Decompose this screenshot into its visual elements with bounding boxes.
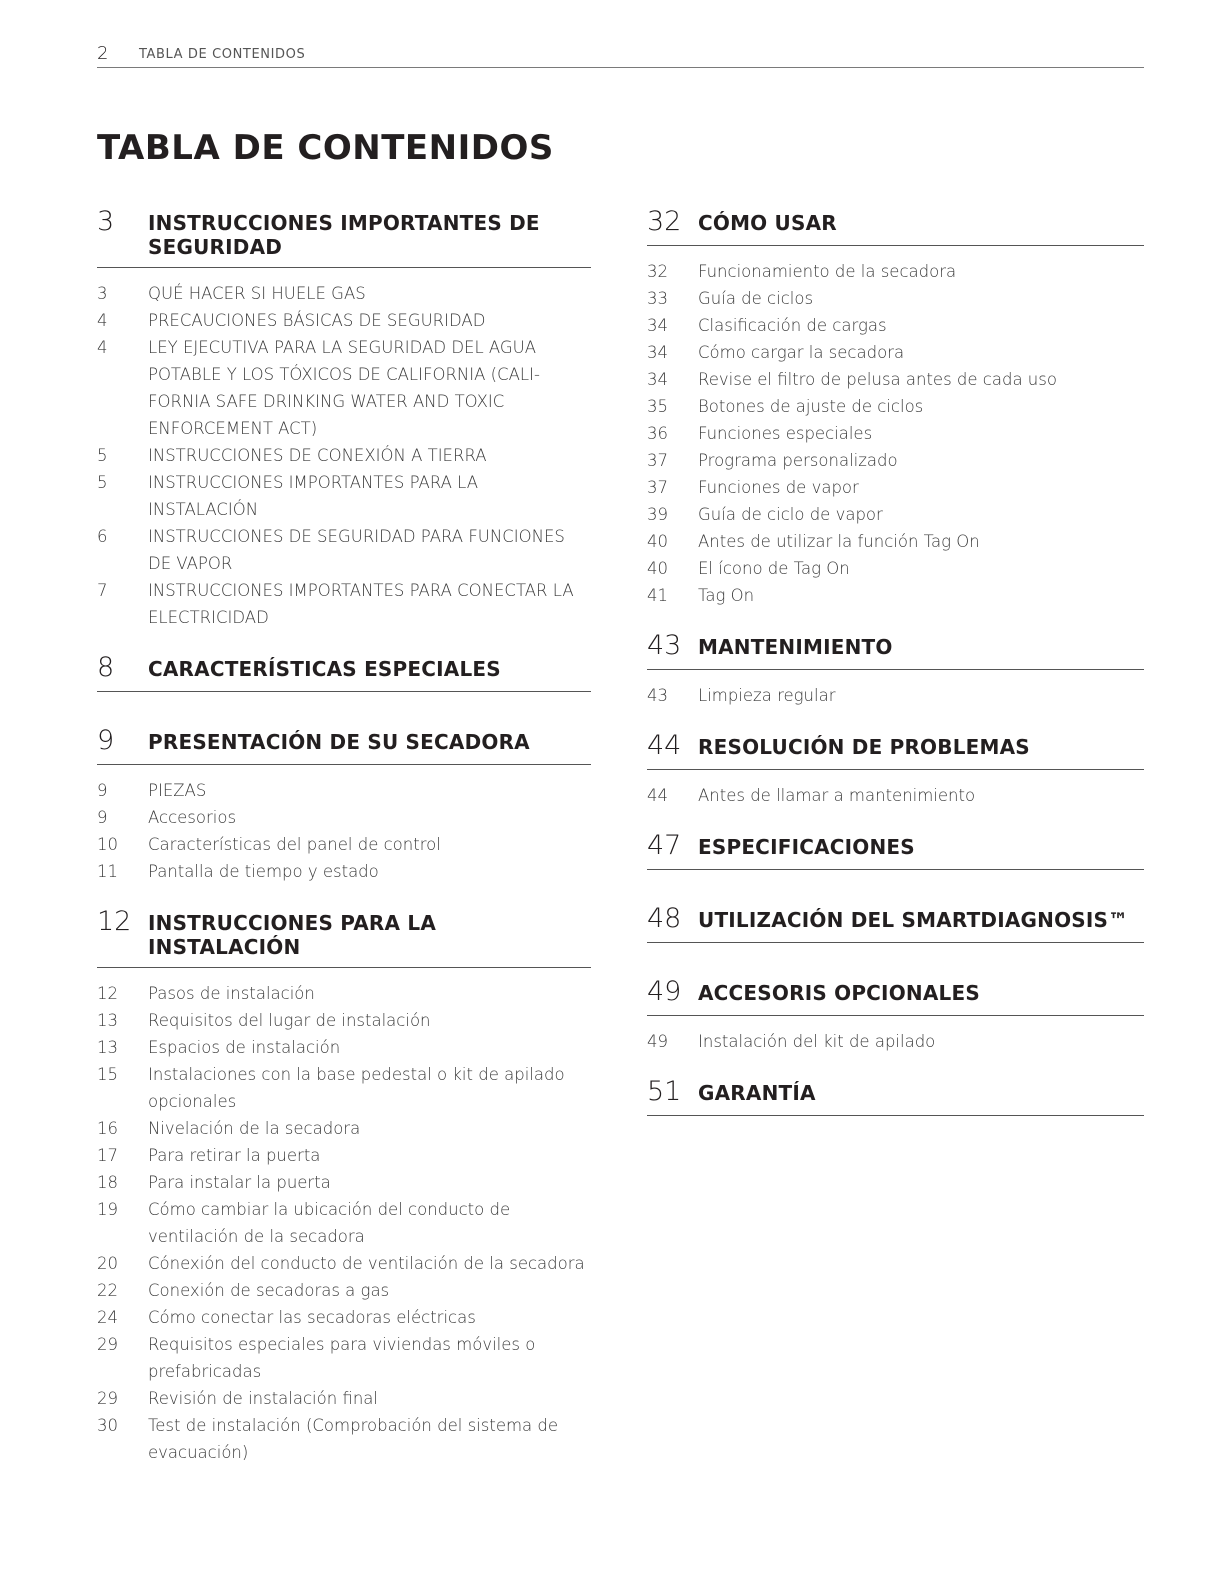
toc-entry xyxy=(97,442,591,469)
entry-title: Cómo cargar la secadora xyxy=(698,343,905,362)
entry-page-number: 39 xyxy=(647,505,668,524)
entry-title: Pasos de instalación xyxy=(148,984,315,1003)
entry-page-number: 40 xyxy=(647,532,668,551)
entry-title: Requisitos del lugar de instalación xyxy=(148,1011,431,1030)
toc-entry xyxy=(647,258,1144,285)
entry-page-number: 12 xyxy=(97,984,118,1003)
toc-left-column xyxy=(97,207,591,1488)
toc-entry xyxy=(97,577,591,631)
section-page-number: 8 xyxy=(97,652,115,683)
entry-page-number: 40 xyxy=(647,559,668,578)
toc-entry-list xyxy=(647,258,1144,609)
toc-entry xyxy=(647,582,1144,609)
entry-title: INSTRUCCIONES DE SEGURIDAD PARA FUNCIONES DE VAPOR xyxy=(148,527,565,573)
toc-entry-list xyxy=(647,1028,1144,1055)
entry-page-number: 11 xyxy=(97,862,118,881)
toc-entry xyxy=(647,555,1144,582)
entry-title: Para instalar la puerta xyxy=(148,1173,331,1192)
toc-section xyxy=(647,731,1144,809)
section-page-number: 32 xyxy=(647,206,682,237)
entry-page-number: 13 xyxy=(97,1038,118,1057)
toc-entry xyxy=(97,280,591,307)
toc-section xyxy=(647,631,1144,709)
entry-page-number: 5 xyxy=(97,446,108,465)
entry-title: Pantalla de tiempo y estado xyxy=(148,862,379,881)
toc-entry xyxy=(647,474,1144,501)
entry-title: Revisión de instalación final xyxy=(148,1389,378,1408)
entry-page-number: 4 xyxy=(97,311,108,330)
entry-page-number: 32 xyxy=(647,262,668,281)
toc-entry xyxy=(647,682,1144,709)
section-title: CARACTERÍSTICAS ESPECIALES xyxy=(148,657,501,681)
entry-title: Test de instalación (Comprobación del sistema de evacuación) xyxy=(148,1416,559,1462)
entry-title: Programa personalizado xyxy=(698,451,898,470)
toc-entry xyxy=(97,1169,591,1196)
entry-page-number: 5 xyxy=(97,473,108,492)
entry-page-number: 6 xyxy=(97,527,108,546)
toc-entry-list xyxy=(97,980,591,1466)
toc-entry xyxy=(97,469,591,523)
entry-page-number: 15 xyxy=(97,1065,118,1084)
entry-title: Accesorios xyxy=(148,808,237,827)
toc-entry xyxy=(97,777,591,804)
entry-title: Nivelación de la secadora xyxy=(148,1119,361,1138)
entry-title: Tag On xyxy=(698,586,755,605)
page-title: TABLA DE CONTENIDOS xyxy=(97,128,554,168)
section-page-number: 44 xyxy=(647,730,682,761)
entry-title: Conexión de secadoras a gas xyxy=(148,1281,390,1300)
entry-page-number: 33 xyxy=(647,289,668,308)
toc-entry xyxy=(647,782,1144,809)
entry-title: INSTRUCCIONES IMPORTANTES PARA CONECTAR LA ELECTRICIDAD xyxy=(148,581,574,627)
section-heading xyxy=(97,653,591,692)
toc-entry xyxy=(647,528,1144,555)
toc-entry xyxy=(97,1331,591,1385)
running-title: TABLA DE CONTENIDOS xyxy=(139,47,306,62)
section-heading xyxy=(647,904,1144,943)
entry-page-number: 37 xyxy=(647,451,668,470)
toc-section xyxy=(647,1077,1144,1116)
entry-page-number: 34 xyxy=(647,370,668,389)
toc-entry xyxy=(647,393,1144,420)
section-page-number: 49 xyxy=(647,976,682,1007)
entry-title: Cómo cambiar la ubicación del conducto de ventilación de la secadora xyxy=(148,1200,511,1246)
section-title: GARANTÍA xyxy=(698,1081,816,1105)
entry-page-number: 22 xyxy=(97,1281,118,1300)
entry-page-number: 35 xyxy=(647,397,668,416)
toc-entry xyxy=(97,307,591,334)
entry-page-number: 9 xyxy=(97,808,108,827)
section-heading xyxy=(97,207,591,268)
entry-page-number: 30 xyxy=(97,1416,118,1435)
toc-entry xyxy=(97,1142,591,1169)
entry-title: Cómo conectar las secadoras eléctricas xyxy=(148,1308,476,1327)
toc-entry xyxy=(97,1115,591,1142)
toc-entry xyxy=(97,1412,591,1466)
entry-page-number: 49 xyxy=(647,1032,668,1051)
entry-title: Antes de llamar a mantenimiento xyxy=(698,786,976,805)
entry-page-number: 20 xyxy=(97,1254,118,1273)
toc-entry xyxy=(97,1007,591,1034)
entry-page-number: 43 xyxy=(647,686,668,705)
toc-section xyxy=(97,726,591,885)
section-page-number: 12 xyxy=(97,906,132,937)
toc-entry xyxy=(97,1034,591,1061)
toc-entry xyxy=(97,980,591,1007)
section-heading xyxy=(647,1077,1144,1116)
entry-title: Guía de ciclos xyxy=(698,289,814,308)
entry-page-number: 34 xyxy=(647,343,668,362)
section-title: UTILIZACIÓN DEL SMARTDIAGNOSIS™ xyxy=(698,908,1129,932)
section-title: MANTENIMIENTO xyxy=(698,635,893,659)
toc-entry xyxy=(97,1061,591,1115)
toc-entry xyxy=(97,1277,591,1304)
entry-title: Espacios de instalación xyxy=(148,1038,341,1057)
section-heading xyxy=(647,977,1144,1016)
toc-section xyxy=(97,653,591,692)
section-page-number: 47 xyxy=(647,830,682,861)
entry-title: Guía de ciclo de vapor xyxy=(698,505,883,524)
toc-entry xyxy=(97,523,591,577)
entry-title: Limpieza regular xyxy=(698,686,836,705)
entry-title: PIEZAS xyxy=(148,781,207,800)
toc-entry xyxy=(647,447,1144,474)
entry-page-number: 24 xyxy=(97,1308,118,1327)
toc-entry-list xyxy=(647,682,1144,709)
entry-page-number: 3 xyxy=(97,284,108,303)
toc-entry xyxy=(97,334,591,442)
entry-title: INSTRUCCIONES DE CONEXIÓN A TIERRA xyxy=(148,446,487,465)
entry-title: Características del panel de control xyxy=(148,835,441,854)
entry-title: QUÉ HACER SI HUELE GAS xyxy=(148,284,366,303)
section-title: ESPECIFICACIONES xyxy=(698,835,915,859)
entry-title: Instalaciones con la base pedestal o kit de apilado opcionales xyxy=(148,1065,565,1111)
toc-section xyxy=(647,977,1144,1055)
entry-page-number: 19 xyxy=(97,1200,118,1219)
entry-page-number: 7 xyxy=(97,581,108,600)
entry-title: Botones de ajuste de ciclos xyxy=(698,397,924,416)
entry-page-number: 29 xyxy=(97,1335,118,1354)
entry-page-number: 10 xyxy=(97,835,118,854)
section-page-number: 43 xyxy=(647,630,682,661)
toc-entry xyxy=(647,339,1144,366)
toc-section xyxy=(97,207,591,631)
entry-page-number: 16 xyxy=(97,1119,118,1138)
entry-page-number: 17 xyxy=(97,1146,118,1165)
toc-section xyxy=(647,904,1144,943)
entry-title: Cónexión del conducto de ventilación de la secadora xyxy=(148,1254,585,1273)
entry-page-number: 37 xyxy=(647,478,668,497)
toc-entry xyxy=(97,831,591,858)
section-page-number: 9 xyxy=(97,725,115,756)
section-heading xyxy=(97,907,591,968)
section-heading xyxy=(647,631,1144,670)
section-page-number: 51 xyxy=(647,1076,682,1107)
entry-title: El ícono de Tag On xyxy=(698,559,850,578)
entry-page-number: 36 xyxy=(647,424,668,443)
section-title: CÓMO USAR xyxy=(698,211,837,235)
toc-entry xyxy=(647,285,1144,312)
toc-entry xyxy=(97,1385,591,1412)
entry-title: Funciones de vapor xyxy=(698,478,859,497)
entry-title: Requisitos especiales para viviendas móviles o prefabricadas xyxy=(148,1335,536,1381)
entry-title: INSTRUCCIONES IMPORTANTES PARA LA INSTALACIÓN xyxy=(148,473,479,519)
running-header xyxy=(97,44,1144,68)
toc-entry xyxy=(647,1028,1144,1055)
section-page-number: 3 xyxy=(97,206,115,237)
entry-page-number: 13 xyxy=(97,1011,118,1030)
entry-title: LEY EJECUTIVA PARA LA SEGURIDAD DEL AGUA POTABLE Y LOS TÓXICOS DE CALIFORNIA (CALI-FORNIA SAFE DRINKING WATER AND TOXIC ENFORCEMENT ACT) xyxy=(148,338,540,438)
section-heading xyxy=(97,726,591,765)
entry-title: Antes de utilizar la función Tag On xyxy=(698,532,980,551)
toc-entry xyxy=(647,366,1144,393)
entry-title: Revise el filtro de pelusa antes de cada uso xyxy=(698,370,1057,389)
entry-page-number: 41 xyxy=(647,586,668,605)
section-heading xyxy=(647,731,1144,770)
section-heading xyxy=(647,831,1144,870)
section-title: RESOLUCIÓN DE PROBLEMAS xyxy=(698,735,1030,759)
toc-entry xyxy=(97,1250,591,1277)
toc-entry xyxy=(97,804,591,831)
section-title: INSTRUCCIONES IMPORTANTES DE SEGURIDAD xyxy=(148,211,540,259)
entry-page-number: 44 xyxy=(647,786,668,805)
entry-title: Funcionamiento de la secadora xyxy=(698,262,957,281)
toc-entry-list xyxy=(647,782,1144,809)
entry-title: Funciones especiales xyxy=(698,424,873,443)
entry-page-number: 18 xyxy=(97,1173,118,1192)
toc-section xyxy=(647,831,1144,870)
entry-page-number: 9 xyxy=(97,781,108,800)
entry-title: Clasificación de cargas xyxy=(698,316,887,335)
entry-page-number: 34 xyxy=(647,316,668,335)
toc-section xyxy=(97,907,591,1466)
toc-entry-list xyxy=(97,777,591,885)
toc-entry xyxy=(97,858,591,885)
entry-title: PRECAUCIONES BÁSICAS DE SEGURIDAD xyxy=(148,311,486,330)
section-title: PRESENTACIÓN DE SU SECADORA xyxy=(148,730,530,754)
toc-section xyxy=(647,207,1144,609)
entry-page-number: 4 xyxy=(97,338,108,357)
section-heading xyxy=(647,207,1144,246)
toc-right-column xyxy=(647,207,1144,1150)
section-title: INSTRUCCIONES PARA LA INSTALACIÓN xyxy=(148,911,436,959)
page-number: 2 xyxy=(97,43,109,64)
section-title: ACCESORIS OPCIONALES xyxy=(698,981,980,1005)
entry-title: Para retirar la puerta xyxy=(148,1146,321,1165)
toc-entry xyxy=(647,312,1144,339)
toc-entry xyxy=(647,501,1144,528)
toc-entry xyxy=(97,1196,591,1250)
toc-entry xyxy=(647,420,1144,447)
toc-entry xyxy=(97,1304,591,1331)
entry-page-number: 29 xyxy=(97,1389,118,1408)
section-page-number: 48 xyxy=(647,903,682,934)
toc-entry-list xyxy=(97,280,591,631)
entry-title: Instalación del kit de apilado xyxy=(698,1032,936,1051)
